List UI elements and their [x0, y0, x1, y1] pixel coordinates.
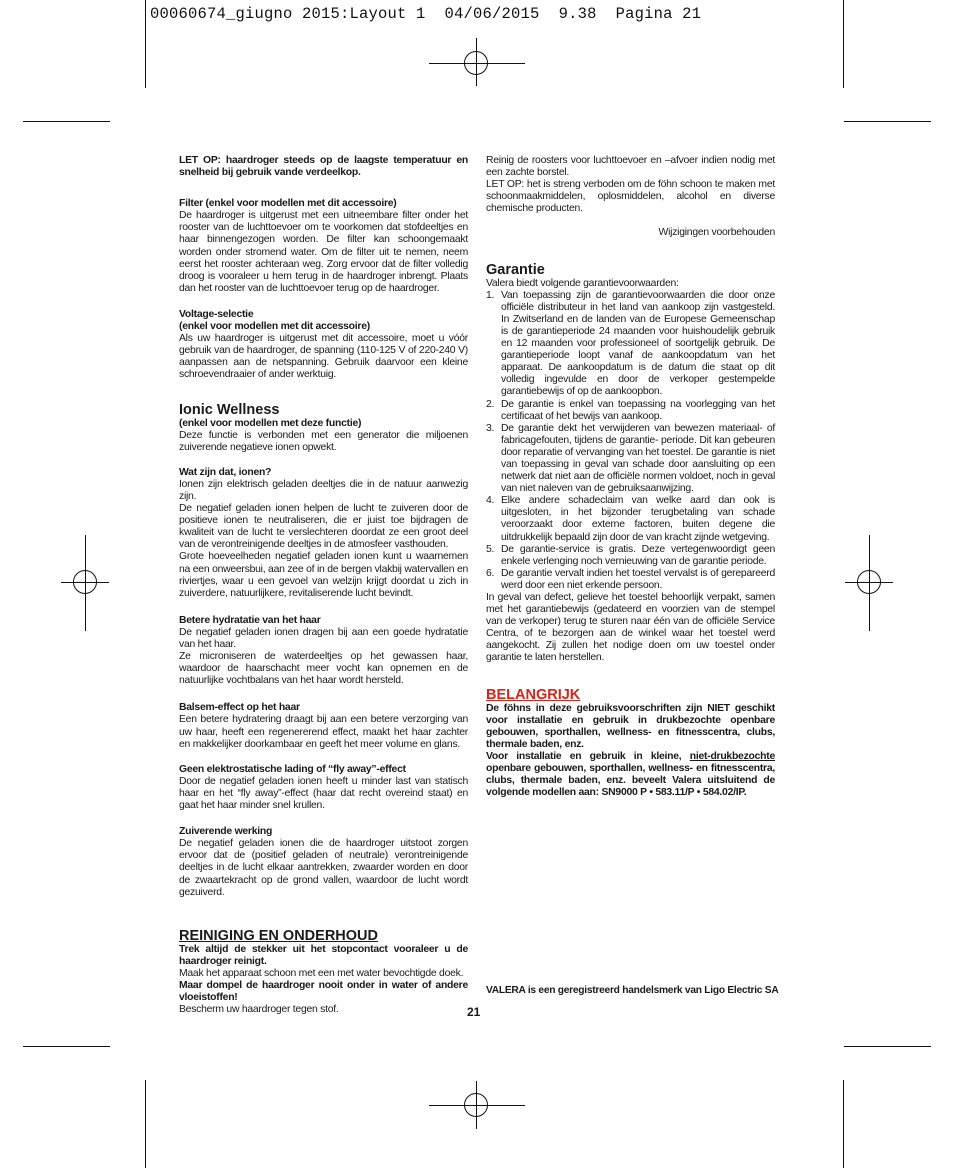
static-heading: Geen elektrostatische lading of “fly away”-effect	[179, 763, 406, 775]
hydration-paragraph: De negatief geladen ionen dragen bij aan een goede hydratatie van het haar.	[179, 626, 468, 650]
crop-mark	[145, 1080, 146, 1168]
voltage-text: Als uw haardroger is uitgerust met dit accessoire, moet u vóór gebruik van de haardroger, de spanning (110-125 V of 220-240 V) aanpassen aan de netspanning. Gebruik daarvoor een kleine schroevendraaier of ander werktuig.	[179, 333, 468, 381]
ionic-heading: Ionic Wellness	[179, 401, 280, 418]
garantie-outro: In geval van defect, gelieve het toestel behoorlijk verpakt, samen met het garantiebewijs (gedateerd en voorzien van de stempel van de verkoper) terug te sturen naar één van de officiële Service Centra, of te bezorgen aan de winkel waar het toestel werd aangekocht. Zij zullen het nodige doen om uw toestel onder garantie te laten herstellen.	[486, 592, 775, 664]
purify-text: De negatief geladen ionen die de haardroger uitstoot zorgen ervoor dat de (positief geladen of neutrale) verontreinigende deeltjes in de lucht elkaar aantrekken, zwaarder worden en door de zwaartekracht op de grond vallen, waardoor de lucht wordt gezuiverd.	[179, 838, 468, 898]
crop-mark	[844, 1046, 931, 1047]
purify-heading: Zuiverende werking	[179, 826, 273, 838]
ionic-text: Deze functie is verbonden met een generator die miljoenen zuiverende negatieve ionen opwekt.	[179, 429, 468, 453]
crop-mark	[23, 1046, 110, 1047]
list-item: 1. Van toepassing zijn de garantievoorwaarden die door onze officiële distributeur in het land van aankoop zijn vastgesteld. In Zwitserland en de landen van de Europese Gemeenschap is de garantieperiode 24 maanden voor huishoudelijk gebruik en 12 maanden voor professioneel of soortgelijk gebruik. De garantieperiode loopt vanaf de aankoopdatum van het apparaat. De aankoopdatum is de datum die staat op dit volledig ingevulde en door de verkoper gestempelde garantiebewijs of op de aankoopbon.	[486, 289, 775, 398]
garantie-intro: Valera biedt volgende garantievoorwaarden:	[486, 277, 679, 289]
ions-paragraph: Ionen zijn elektrisch geladen deeltjes die in de natuur aanwezig zijn.	[179, 478, 468, 502]
temperature-warning: LET OP: haardroger steeds op de laagste temperatuur en snelheid bij gebruik vande verdeelkop.	[179, 155, 468, 179]
registration-circle	[464, 51, 488, 75]
page-number: 21	[467, 1005, 481, 1019]
ions-paragraph: Grote hoeveelheden negatief geladen ionen kunt u waarnemen na een onweersbui, aan zee of in de bergen vlakbij watervallen en riviertjes, waar u een gevoel van welzijn krijgt doordat u zich in zuiverdere, natuurlijkere, revitaliserende lucht bevindt.	[179, 551, 468, 599]
balsem-heading: Balsem-effect op het haar	[179, 702, 300, 714]
voltage-heading: Voltage-selectie	[179, 308, 254, 320]
filter-text: De haardroger is uitgerust met een uitneembare filter onder het rooster van de luchttoevoer om te voorkomen dat stofdeeltjes en haar binnengezogen worden. De filter kan schoongemaakt worden onder stromend water. Om de filter uit te nemen, neem eerst het rooster achteraan weg. Zorg ervoor dat de filter volledig droog is vooraleer u hem terug in de haardroger inbrengt. Plaats dan het rooster van de luchttoevoer terug op de haardroger.	[179, 210, 468, 294]
belangrijk-heading: BELANGRIJK	[486, 686, 581, 703]
cleaning-text: Maak het apparaat schoon met een met water bevochtigde doek.	[179, 967, 464, 979]
crop-mark	[843, 1080, 844, 1168]
ions-paragraph: De negatief geladen ionen helpen de lucht te zuiveren door de positieve ionen te neutraliseren, die er juist toe bijdragen de kwaliteit van de lucht te verslechteren doordat ze een groot deel van de verontreinigende deeltjes in de atmosfeer vasthouden.	[179, 503, 468, 551]
right-column	[486, 155, 775, 799]
cleaning-heading: REINIGING EN ONDERHOUD	[179, 927, 378, 944]
list-item: 2. De garantie is enkel van toepassing na voorlegging van het certificaat of het bewijs van aankoop.	[486, 398, 775, 422]
changes-notice: Wijzigingen voorbehouden	[658, 227, 775, 239]
ions-heading: Wat zijn dat, ionen?	[179, 466, 272, 478]
crop-mark	[23, 121, 110, 122]
belangrijk-paragraph: Voor installatie en gebruik in kleine, niet-drukbezochte openbare gebouwen, sporthallen, wellness- en fitnesscentra, clubs, thermale baden, enz. beveelt Valera uitsluitend de volgende modellen aan: SN9000 P • 583.11/P • 584.02/IP.	[486, 750, 775, 799]
registration-circle	[464, 1093, 488, 1117]
garantie-list	[486, 290, 775, 592]
list-item: 3. De garantie dekt het verwijderen van bewezen materiaal- of fabricagefouten, tijdens de garantie- periode. Dit kan gebeuren door reparatie of vervanging van het toestel. De garantie is niet van toepassing in geval van schade door aansluiting op een netwerk dat niet aan de officiële normen voldoet, noch in geval van niet naleven van de gebruiksaanwijzing.	[486, 422, 775, 495]
registration-circle	[857, 570, 881, 594]
cleaning-text: Bescherm uw haardroger tegen stof.	[179, 1004, 339, 1016]
garantie-heading: Garantie	[486, 261, 545, 278]
cleaning-warning: Trek altijd de stekker uit het stopcontact vooraleer u de haardroger reinigt.	[179, 943, 468, 967]
list-item: 6. De garantie vervalt indien het toestel vervalst is of gerepareerd werd door een niet erkende persoon.	[486, 567, 775, 591]
registration-circle	[73, 570, 97, 594]
filter-heading: Filter (enkel voor modellen met dit accessoire)	[179, 198, 397, 210]
crop-mark	[843, 0, 844, 88]
left-column	[179, 155, 468, 1016]
crop-mark	[145, 0, 146, 88]
list-item: 4. Elke andere schadeclaim van welke aard dan ook is uitgesloten, in het bijzonder terugbetaling van schade veroorzaakt door externe factoren, buiten degene die uitdrukkelijk bepaald zijn door de van kracht zijnde wetgeving.	[486, 495, 775, 543]
hydration-heading: Betere hydratatie van het haar	[179, 614, 321, 626]
static-text: Door de negatief geladen ionen heeft u minder last van statisch haar en het “fly away”-effect (haar dat recht overeind staat) en gaat het haar minder snel krullen.	[179, 775, 468, 812]
voltage-subheading: (enkel voor modellen met dit accessoire)	[179, 321, 370, 333]
trademark-notice: VALERA is een geregistreerd handelsmerk van Ligo Electric SA	[486, 985, 779, 996]
crop-mark	[844, 121, 931, 122]
clean-text: Reinig de roosters voor luchttoevoer en –afvoer indien nodig met een zachte borstel.	[486, 155, 775, 179]
ionic-subheading: (enkel voor modellen met deze functie)	[179, 417, 362, 429]
balsem-text: Een betere hydratering draagt bij aan een betere verzorging van uw haar, heeft een regenererend effect, maakt het haar zachter en makkelijker doorkambaar en geeft het meer volume en glans.	[179, 714, 468, 750]
cleaning-warning: Maar dompel de haardroger nooit onder in water of andere vloeistoffen!	[179, 979, 468, 1004]
clean-warning: LET OP: het is streng verboden om de föhn schoon te maken met schoonmaakmiddelen, oplosmiddelen, alcohol en diverse chemische producten.	[486, 179, 775, 215]
print-slug: 00060674_giugno 2015:Layout 1 04/06/2015 9.38 Pagina 21	[150, 5, 702, 23]
list-item: 5. De garantie-service is gratis. Deze vertegenwoordigt geen enkele verlenging noch vernieuwing van de garantie periode.	[486, 543, 775, 567]
hydration-paragraph: Ze microniseren de waterdeeltjes op het gewassen haar, waardoor de haarschacht meer vocht kan opnemen en de natuurlijke vochtbalans van het haar wordt hersteld.	[179, 651, 468, 687]
belangrijk-paragraph: De föhns in deze gebruiksvoorschriften zijn NIET geschikt voor installatie en gebruik in drukbezochte openbare gebouwen, sporthallen, wellness- en fitnesscentra, clubs, thermale baden, enz.	[486, 702, 775, 750]
